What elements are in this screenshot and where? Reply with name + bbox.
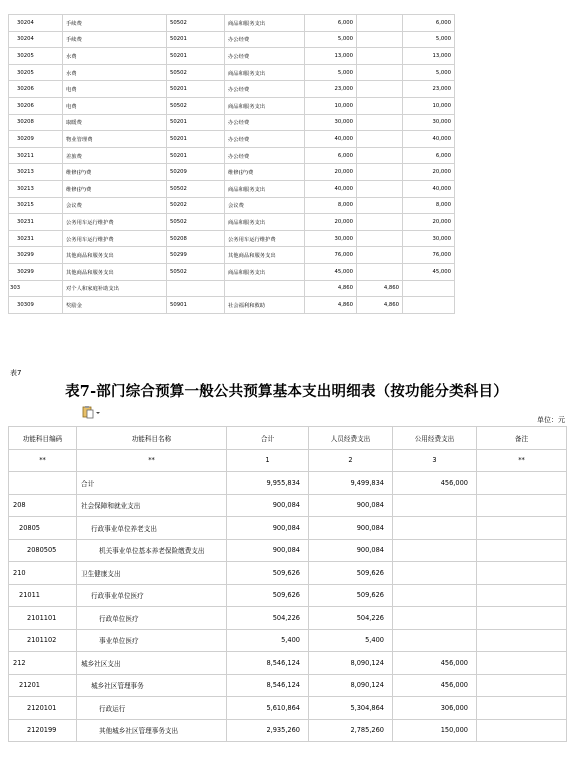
amount-cell: 5,000	[305, 64, 357, 81]
function-name-cell: 合计	[77, 472, 227, 495]
amount-cell: 6,000	[305, 15, 357, 32]
table-row	[9, 131, 455, 148]
econ-code-cell: 50201	[167, 131, 225, 148]
amount-cell: 10,000	[305, 97, 357, 114]
index-cell: **	[77, 449, 227, 472]
public-cell: 13,000	[403, 48, 455, 65]
note-cell	[477, 562, 567, 585]
table-row	[9, 48, 455, 65]
table-row	[9, 697, 567, 720]
table-row	[9, 674, 567, 697]
public-cell	[393, 562, 477, 585]
account-name-cell: 维修(护)费	[63, 164, 167, 181]
total-cell: 509,626	[227, 584, 309, 607]
unit-label: 单位：元	[537, 416, 565, 424]
public-cell: 45,000	[403, 263, 455, 280]
public-cell	[393, 539, 477, 562]
account-code-cell: 303	[9, 280, 63, 297]
table-row	[9, 81, 455, 98]
public-cell: 20,000	[403, 214, 455, 231]
header-cell: 备注	[477, 427, 567, 450]
table-row	[9, 247, 455, 264]
public-cell: 30,000	[403, 230, 455, 247]
public-cell	[393, 494, 477, 517]
function-code-cell: 21201	[9, 674, 77, 697]
function-code-cell: 210	[9, 562, 77, 585]
account-code-cell: 30209	[9, 131, 63, 148]
personnel-cell	[357, 48, 403, 65]
table-row	[9, 64, 455, 81]
public-cell: 456,000	[393, 674, 477, 697]
table-row	[9, 230, 455, 247]
amount-cell: 5,000	[305, 31, 357, 48]
table-row	[9, 197, 455, 214]
table-row	[9, 517, 567, 540]
personnel-cell	[357, 214, 403, 231]
econ-code-cell: 50502	[167, 15, 225, 32]
total-cell: 5,400	[227, 629, 309, 652]
econ-code-cell: 50208	[167, 230, 225, 247]
public-cell: 40,000	[403, 131, 455, 148]
econ-name-cell: 办公经费	[225, 48, 305, 65]
econ-code-cell: 50299	[167, 247, 225, 264]
econ-name-cell: 商品和服务支出	[225, 64, 305, 81]
account-name-cell: 手续费	[63, 31, 167, 48]
amount-cell: 4,860	[305, 297, 357, 314]
note-cell	[477, 472, 567, 495]
econ-name-cell: 办公经费	[225, 31, 305, 48]
account-code-cell: 30208	[9, 114, 63, 131]
econ-name-cell: 会议费	[225, 197, 305, 214]
index-cell: 2	[309, 449, 393, 472]
public-cell: 456,000	[393, 472, 477, 495]
econ-code-cell: 50201	[167, 31, 225, 48]
personnel-cell: 5,400	[309, 629, 393, 652]
public-cell: 6,000	[403, 147, 455, 164]
account-name-cell: 差旅费	[63, 147, 167, 164]
public-cell: 5,000	[403, 64, 455, 81]
account-name-cell: 电费	[63, 81, 167, 98]
header-cell: 人员经费支出	[309, 427, 393, 450]
amount-cell: 8,000	[305, 197, 357, 214]
personnel-cell	[357, 164, 403, 181]
econ-name-cell: 公务用车运行维护费	[225, 230, 305, 247]
account-name-cell: 手续费	[63, 15, 167, 32]
table-row	[9, 280, 455, 297]
public-cell: 20,000	[403, 164, 455, 181]
public-cell: 76,000	[403, 247, 455, 264]
personnel-cell: 900,084	[309, 517, 393, 540]
account-code-cell: 30215	[9, 197, 63, 214]
econ-code-cell: 50201	[167, 81, 225, 98]
public-cell: 5,000	[403, 31, 455, 48]
personnel-cell	[357, 263, 403, 280]
econ-code-cell: 50502	[167, 64, 225, 81]
account-name-cell: 水费	[63, 64, 167, 81]
public-cell: 23,000	[403, 81, 455, 98]
function-code-cell: 208	[9, 494, 77, 517]
econ-name-cell: 办公经费	[225, 114, 305, 131]
note-cell	[477, 629, 567, 652]
personnel-cell	[357, 31, 403, 48]
account-code-cell: 30299	[9, 247, 63, 264]
account-code-cell: 30204	[9, 15, 63, 32]
econ-code-cell: 50502	[167, 97, 225, 114]
account-code-cell: 30231	[9, 230, 63, 247]
total-cell: 8,546,124	[227, 674, 309, 697]
amount-cell: 20,000	[305, 214, 357, 231]
note-cell	[477, 494, 567, 517]
header-row	[9, 427, 567, 450]
function-name-cell: 行政运行	[77, 697, 227, 720]
public-cell: 8,000	[403, 197, 455, 214]
public-cell: 150,000	[393, 719, 477, 742]
paste-options-icon[interactable]	[82, 405, 102, 419]
note-cell	[477, 517, 567, 540]
note-cell	[477, 674, 567, 697]
personnel-cell	[357, 180, 403, 197]
table-row	[9, 147, 455, 164]
econ-name-cell: 商品和服务支出	[225, 214, 305, 231]
header-cell: 公用经费支出	[393, 427, 477, 450]
amount-cell: 40,000	[305, 180, 357, 197]
public-cell: 306,000	[393, 697, 477, 720]
table-row	[9, 472, 567, 495]
index-cell: 3	[393, 449, 477, 472]
econ-code-cell: 50201	[167, 114, 225, 131]
personnel-cell	[357, 197, 403, 214]
function-code-cell: 2120199	[9, 719, 77, 742]
note-cell	[477, 697, 567, 720]
account-name-cell: 取暖费	[63, 114, 167, 131]
note-cell	[477, 652, 567, 675]
function-code-cell: 20805	[9, 517, 77, 540]
amount-cell: 23,000	[305, 81, 357, 98]
account-code-cell: 30213	[9, 164, 63, 181]
personnel-cell	[357, 114, 403, 131]
account-name-cell: 公务用车运行维护费	[63, 230, 167, 247]
personnel-cell: 900,084	[309, 494, 393, 517]
personnel-cell: 509,626	[309, 584, 393, 607]
econ-name-cell: 商品和服务支出	[225, 97, 305, 114]
function-code-cell: 2120101	[9, 697, 77, 720]
econ-name-cell	[225, 280, 305, 297]
index-row	[9, 449, 567, 472]
econ-name-cell: 社会福利和救助	[225, 297, 305, 314]
table-row	[9, 15, 455, 32]
public-cell: 6,000	[403, 15, 455, 32]
function-name-cell: 城乡社区管理事务	[77, 674, 227, 697]
total-cell: 504,226	[227, 607, 309, 630]
personnel-cell: 900,084	[309, 539, 393, 562]
personnel-cell: 2,785,260	[309, 719, 393, 742]
econ-name-cell: 办公经费	[225, 81, 305, 98]
amount-cell: 30,000	[305, 230, 357, 247]
total-cell: 900,084	[227, 539, 309, 562]
function-code-cell: 21011	[9, 584, 77, 607]
total-cell: 8,546,124	[227, 652, 309, 675]
function-code-cell: 2101101	[9, 607, 77, 630]
table-row	[9, 164, 455, 181]
total-cell: 2,935,260	[227, 719, 309, 742]
public-cell: 10,000	[403, 97, 455, 114]
personnel-cell	[357, 147, 403, 164]
account-name-cell: 公务用车运行维护费	[63, 214, 167, 231]
econ-code-cell: 50202	[167, 197, 225, 214]
account-name-cell: 水费	[63, 48, 167, 65]
note-cell	[477, 607, 567, 630]
total-cell: 9,955,834	[227, 472, 309, 495]
function-name-cell: 城乡社区支出	[77, 652, 227, 675]
amount-cell: 20,000	[305, 164, 357, 181]
account-name-cell: 会议费	[63, 197, 167, 214]
personnel-cell	[357, 131, 403, 148]
table-row	[9, 562, 567, 585]
table-row	[9, 494, 567, 517]
table-row	[9, 719, 567, 742]
personnel-cell: 5,304,864	[309, 697, 393, 720]
account-code-cell: 30231	[9, 214, 63, 231]
econ-code-cell: 50209	[167, 164, 225, 181]
personnel-cell	[357, 247, 403, 264]
public-cell	[393, 584, 477, 607]
table-row	[9, 97, 455, 114]
account-name-cell: 其他商品和服务支出	[63, 247, 167, 264]
index-cell: **	[9, 449, 77, 472]
table-label: 表7	[10, 369, 22, 377]
account-code-cell: 30211	[9, 147, 63, 164]
note-cell	[477, 584, 567, 607]
function-name-cell: 社会保障和就业支出	[77, 494, 227, 517]
function-name-cell: 事业单位医疗	[77, 629, 227, 652]
account-code-cell: 30309	[9, 297, 63, 314]
note-cell	[477, 539, 567, 562]
header-cell: 合计	[227, 427, 309, 450]
table-row	[9, 114, 455, 131]
econ-code-cell: 50201	[167, 147, 225, 164]
account-code-cell: 30204	[9, 31, 63, 48]
table-row	[9, 297, 455, 314]
function-name-cell: 行政事业单位医疗	[77, 584, 227, 607]
table-row	[9, 607, 567, 630]
total-cell: 509,626	[227, 562, 309, 585]
account-name-cell: 奖励金	[63, 297, 167, 314]
function-code-cell: 212	[9, 652, 77, 675]
amount-cell: 4,860	[305, 280, 357, 297]
public-cell: 456,000	[393, 652, 477, 675]
econ-code-cell: 50502	[167, 263, 225, 280]
function-code-cell	[9, 472, 77, 495]
account-name-cell: 电费	[63, 97, 167, 114]
personnel-cell: 504,226	[309, 607, 393, 630]
total-cell: 900,084	[227, 494, 309, 517]
public-cell	[393, 629, 477, 652]
function-code-cell: 2101102	[9, 629, 77, 652]
header-cell: 功能科目名称	[77, 427, 227, 450]
personnel-cell: 8,090,124	[309, 674, 393, 697]
personnel-cell: 9,499,834	[309, 472, 393, 495]
personnel-cell	[357, 97, 403, 114]
public-cell	[403, 280, 455, 297]
econ-name-cell: 商品和服务支出	[225, 263, 305, 280]
budget-table-7	[8, 426, 567, 742]
personnel-cell: 4,860	[357, 297, 403, 314]
public-cell: 40,000	[403, 180, 455, 197]
amount-cell: 6,000	[305, 147, 357, 164]
index-cell: 1	[227, 449, 309, 472]
personnel-cell: 4,860	[357, 280, 403, 297]
econ-name-cell: 商品和服务支出	[225, 15, 305, 32]
table-row	[9, 263, 455, 280]
total-cell: 5,610,864	[227, 697, 309, 720]
function-name-cell: 行政事业单位养老支出	[77, 517, 227, 540]
account-code-cell: 30206	[9, 81, 63, 98]
account-name-cell: 其他商品和服务支出	[63, 263, 167, 280]
table-row	[9, 214, 455, 231]
econ-name-cell: 其他商品和服务支出	[225, 247, 305, 264]
function-name-cell: 行政单位医疗	[77, 607, 227, 630]
account-code-cell: 30205	[9, 64, 63, 81]
total-cell: 900,084	[227, 517, 309, 540]
personnel-cell	[357, 230, 403, 247]
amount-cell: 13,000	[305, 48, 357, 65]
econ-code-cell: 50502	[167, 180, 225, 197]
account-name-cell: 对个人和家庭补助支出	[63, 280, 167, 297]
account-code-cell: 30205	[9, 48, 63, 65]
function-name-cell: 机关事业单位基本养老保险缴费支出	[77, 539, 227, 562]
econ-code-cell: 50502	[167, 214, 225, 231]
public-cell: 30,000	[403, 114, 455, 131]
personnel-cell	[357, 64, 403, 81]
table-title: 表7-部门综合预算一般公共预算基本支出明细表（按功能分类科目）	[65, 383, 508, 400]
public-cell	[393, 607, 477, 630]
account-code-cell: 30299	[9, 263, 63, 280]
table-row	[9, 539, 567, 562]
public-cell	[393, 517, 477, 540]
account-code-cell: 30213	[9, 180, 63, 197]
expense-detail-table	[8, 14, 455, 314]
function-code-cell: 2080505	[9, 539, 77, 562]
amount-cell: 30,000	[305, 114, 357, 131]
table-row	[9, 180, 455, 197]
account-name-cell: 维修(护)费	[63, 180, 167, 197]
public-cell	[403, 297, 455, 314]
econ-code-cell: 50201	[167, 48, 225, 65]
personnel-cell: 8,090,124	[309, 652, 393, 675]
econ-name-cell: 办公经费	[225, 131, 305, 148]
account-code-cell: 30206	[9, 97, 63, 114]
econ-code-cell	[167, 280, 225, 297]
amount-cell: 40,000	[305, 131, 357, 148]
function-name-cell: 其他城乡社区管理事务支出	[77, 719, 227, 742]
table-row	[9, 652, 567, 675]
note-cell	[477, 719, 567, 742]
table-row	[9, 31, 455, 48]
personnel-cell: 509,626	[309, 562, 393, 585]
personnel-cell	[357, 15, 403, 32]
amount-cell: 76,000	[305, 247, 357, 264]
personnel-cell	[357, 81, 403, 98]
econ-name-cell: 办公经费	[225, 147, 305, 164]
table-row	[9, 584, 567, 607]
header-cell: 功能科目编码	[9, 427, 77, 450]
econ-name-cell: 维修(护)费	[225, 164, 305, 181]
function-name-cell: 卫生健康支出	[77, 562, 227, 585]
econ-name-cell: 商品和服务支出	[225, 180, 305, 197]
econ-code-cell: 50901	[167, 297, 225, 314]
account-name-cell: 物业管理费	[63, 131, 167, 148]
amount-cell: 45,000	[305, 263, 357, 280]
index-cell: **	[477, 449, 567, 472]
table-row	[9, 629, 567, 652]
